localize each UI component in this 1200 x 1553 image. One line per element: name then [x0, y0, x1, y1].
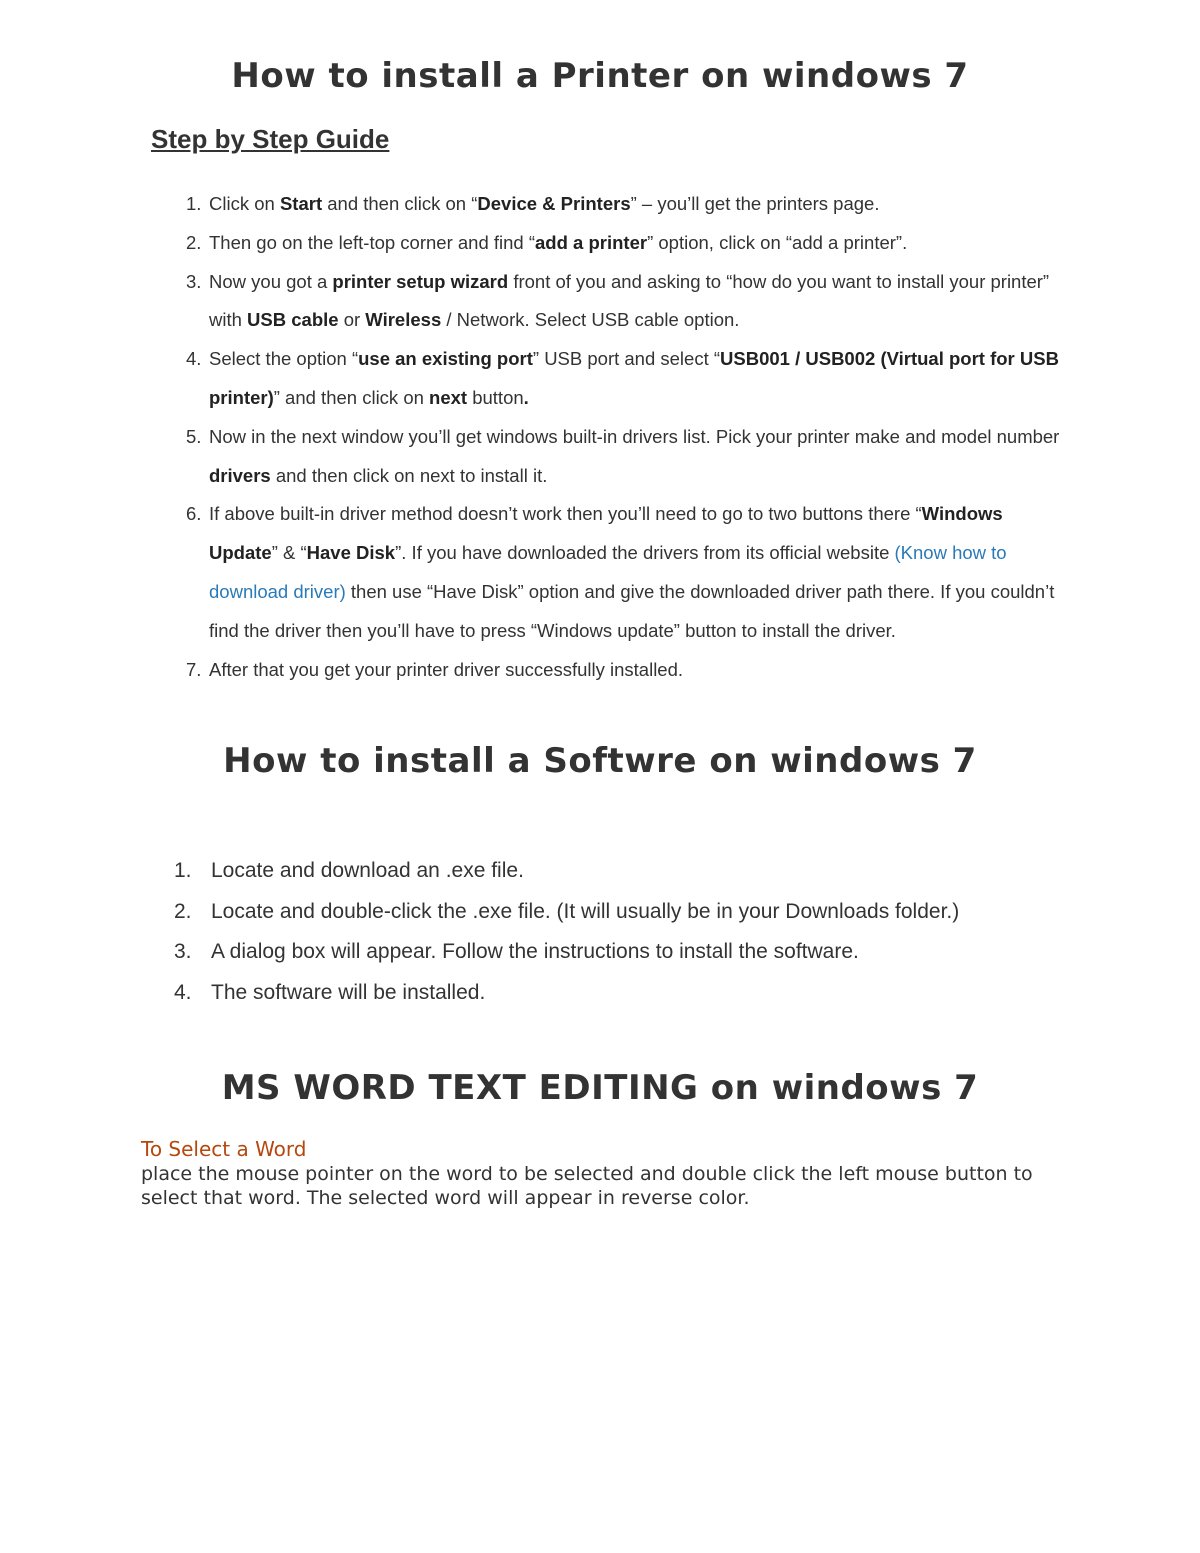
list-item [174, 892, 1074, 933]
list-item-number: 2. [174, 899, 192, 923]
bold-text: USB cable [247, 309, 339, 331]
step-text: Select the option “ [209, 348, 359, 370]
step-text: Now you got a [209, 270, 333, 292]
list-item-number: 4. [174, 980, 192, 1004]
select-word-heading: To Select a Word [141, 1137, 307, 1161]
word-section-title: MS WORD TEXT EDITING on windows 7 [221, 1068, 979, 1108]
step-text: The software will be installed. [211, 980, 486, 1004]
list-item-number: 6. [186, 503, 202, 525]
download-driver-link[interactable]: (Know how to download driver) [209, 542, 1007, 602]
step-text: or [338, 309, 366, 331]
bold-text: next [429, 386, 468, 408]
bold-text: use an existing port [358, 348, 533, 370]
step-text: ” & “ [271, 542, 307, 564]
list-item-number: 5. [186, 425, 202, 447]
list-item [186, 340, 1066, 418]
bold-text: add a printer [535, 231, 648, 253]
step-text: button [467, 386, 524, 408]
software-steps-list [174, 851, 1074, 1013]
list-item-number: 3. [186, 270, 202, 292]
bold-text: drivers [209, 464, 271, 486]
software-section-title: How to install a Softwre on windows 7 [223, 741, 977, 781]
bold-text: Start [279, 193, 323, 214]
step-text: ” option, click on “add a printer”. [647, 231, 908, 253]
step-text: After that you get your printer driver successfully installed. [209, 658, 684, 680]
bold-text: printer setup wizard [332, 270, 509, 292]
list-item [186, 185, 1066, 224]
step-text: Then go on the left-top corner and find “ [209, 231, 536, 253]
list-item [186, 263, 1066, 341]
list-item [174, 973, 1074, 1014]
step-text: Locate and download an .exe file. [211, 859, 524, 882]
list-item [174, 932, 1074, 973]
step-text: ” USB port and select “ [532, 348, 721, 370]
list-item-number: 7. [186, 658, 202, 680]
list-item [186, 651, 1066, 690]
list-item [174, 851, 1074, 892]
bold-text: . [523, 386, 529, 408]
bold-text: Windows Update [209, 503, 1003, 564]
bold-text: Wireless [365, 309, 442, 331]
step-text: If above built-in driver method doesn’t work then you’ll need to go to two buttons there “ [209, 503, 922, 525]
list-item-number: 1. [174, 859, 192, 882]
bold-text: USB001 / USB002 (Virtual port for USB printer) [209, 348, 1059, 408]
list-item [186, 495, 1066, 650]
step-text: ”. If you have downloaded the drivers from its official website [395, 542, 895, 564]
list-item-number: 1. [186, 193, 202, 214]
list-item-number: 3. [174, 940, 192, 963]
step-text: front of you and asking to “how do you want to install your printer” with [209, 270, 1050, 331]
step-text: and then click on “ [322, 193, 478, 214]
step-text: and then click on next to install it. [270, 464, 548, 486]
list-item [186, 224, 1066, 263]
step-text: Click on [209, 193, 280, 214]
step-by-step-guide-heading: Step by Step Guide [151, 124, 390, 154]
bold-text: Have Disk [306, 542, 396, 564]
select-word-paragraph: place the mouse pointer on the word to be selected and double click the left mouse button to select that word. The selected word will appear in reverse color. [141, 1163, 1033, 1209]
step-text: A dialog box will appear. Follow the instructions to install the software. [211, 940, 859, 963]
step-text: ” – you’ll get the printers page. [630, 193, 880, 214]
step-text: Locate and double-click the .exe file. (It will usually be in your Downloads folder.) [211, 899, 960, 923]
step-text: ” and then click on [273, 386, 430, 408]
list-item-number: 2. [186, 231, 202, 253]
step-text: Now in the next window you’ll get windows built-in drivers list. Pick your printer make and model number [209, 425, 1060, 447]
step-text: then use “Have Disk” option and give the downloaded driver path there. If you couldn’t find the driver then you’ll have to press “Windows update” button to install the driver. [209, 580, 1055, 641]
bold-text: Device & Printers [477, 193, 631, 214]
list-item-number: 4. [186, 348, 202, 370]
list-item [186, 418, 1066, 496]
printer-steps-list [186, 185, 1066, 689]
printer-section-title: How to install a Printer on windows 7 [231, 56, 969, 96]
step-text: / Network. Select USB cable option. [441, 309, 740, 331]
